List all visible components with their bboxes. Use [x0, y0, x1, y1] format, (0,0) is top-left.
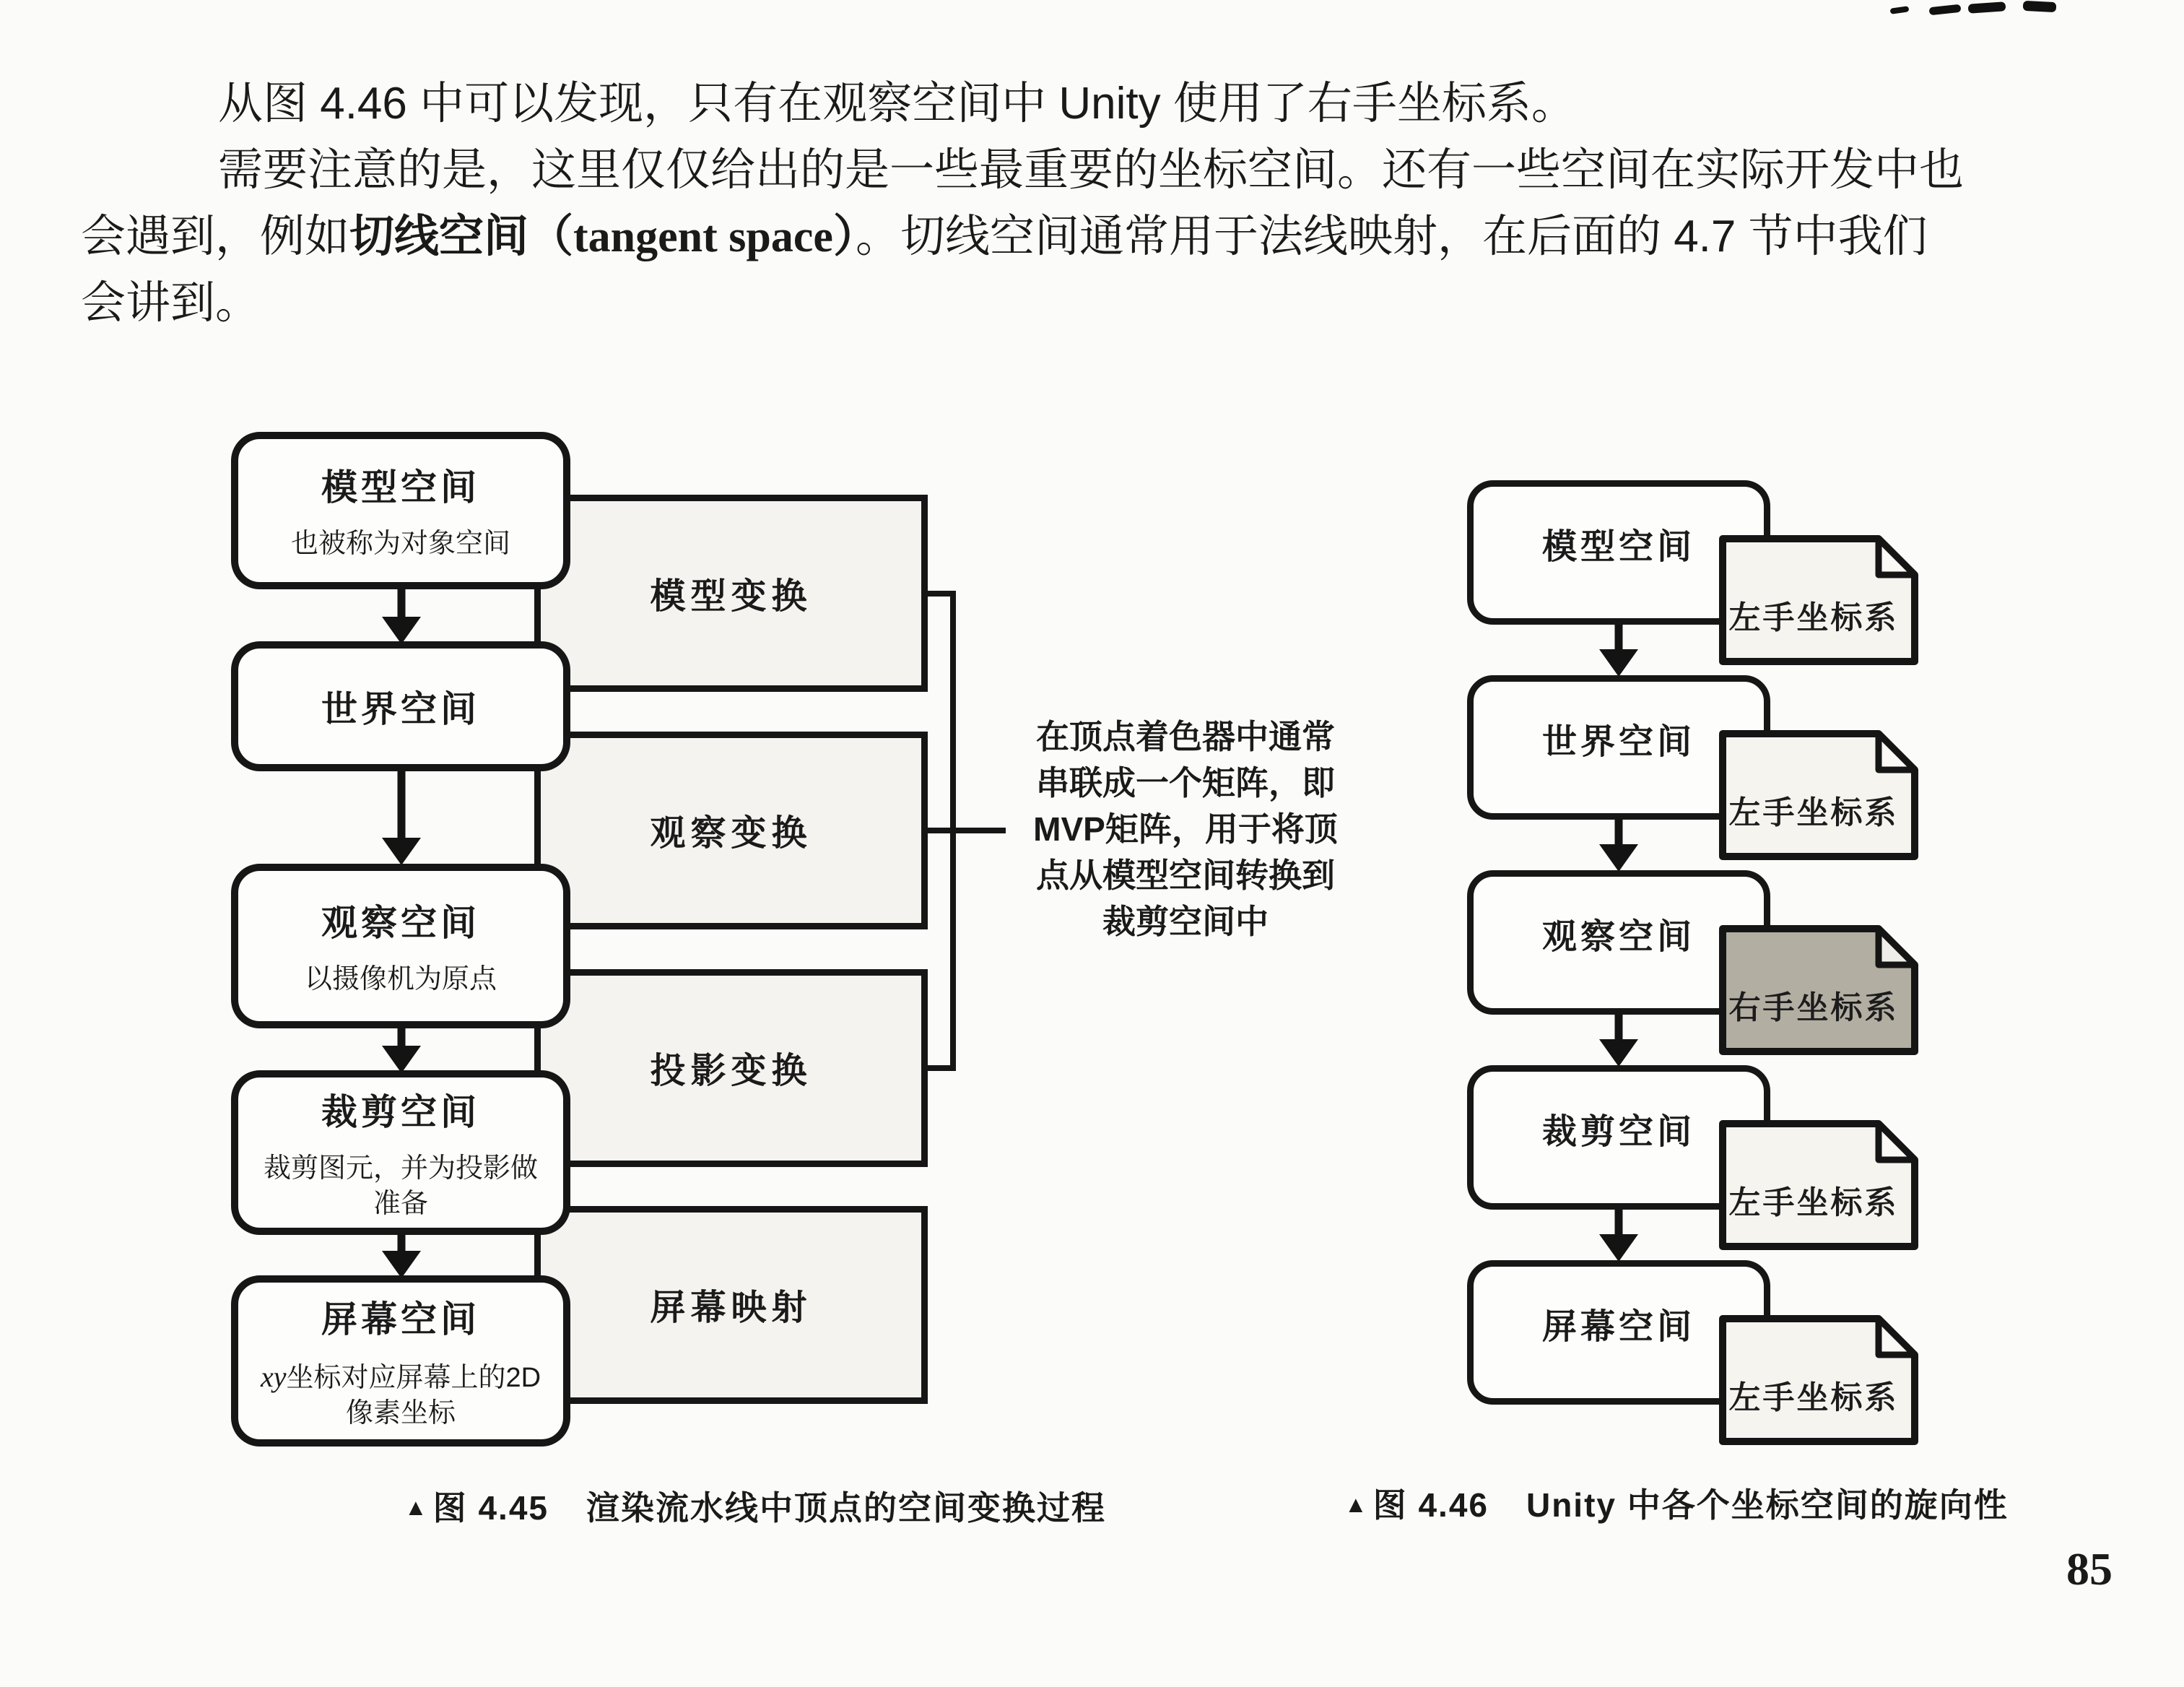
coord-box-view: 观察空间	[1467, 870, 1770, 1015]
note-fold-corner	[1879, 1124, 1915, 1160]
note-fold-corner	[1879, 929, 1915, 965]
paragraph-text: ）	[832, 212, 856, 261]
note-left-handed	[1718, 729, 1919, 861]
subtitle-text: 坐标对应屏幕上的2D像素坐标	[286, 1362, 541, 1428]
note-right-handed-highlighted	[1718, 924, 1919, 1056]
space-box-title: 观察空间	[321, 903, 480, 944]
paragraph-text: 。切线空间通常用于法线映射，在后面的 4.7 节中我们	[855, 212, 1928, 261]
space-box-world	[231, 641, 570, 771]
note-left-handed	[1718, 1119, 1919, 1251]
note-fold-corner	[1879, 734, 1915, 770]
paragraph-line	[81, 204, 2059, 270]
caption-label: 图 4.46	[1372, 1486, 1489, 1524]
paragraph-text: tangent space	[573, 212, 833, 261]
space-box-subtitle: 也被称为对象空间	[290, 529, 510, 560]
figure-46-caption	[1344, 1479, 2009, 1527]
annotation-line: MVP矩阵，用于将顶	[1033, 810, 1338, 848]
space-box-screen	[231, 1275, 570, 1447]
page-number: 85	[2066, 1543, 2113, 1595]
space-box-title: 世界空间	[321, 689, 480, 729]
transform-box-view: 观察变换	[534, 732, 928, 929]
down-arrow-icon	[1598, 1015, 1639, 1067]
caption-title: 渲染流水线中顶点的空间变换过程	[586, 1489, 1106, 1527]
transform-box-projection: 投影变换	[534, 969, 928, 1167]
note-left-handed	[1718, 1314, 1919, 1446]
down-arrow-icon	[1598, 820, 1639, 872]
note-label: 左手坐标系	[1728, 795, 1899, 831]
emphasis-term	[349, 212, 856, 261]
space-box-model	[231, 432, 570, 589]
coord-box-world: 世界空间	[1467, 675, 1770, 820]
space-box-subtitle: 裁剪图元，并为投影做准备	[263, 1153, 538, 1219]
caption-label: 图 4.45	[432, 1489, 549, 1527]
down-arrow-icon	[381, 1027, 422, 1073]
triangle-marker-icon: ▲	[404, 1494, 429, 1520]
space-box-clip	[231, 1070, 570, 1235]
annotation-line: 裁剪空间中	[1102, 903, 1269, 940]
down-arrow-icon	[381, 588, 422, 644]
figure-45-caption	[404, 1482, 1106, 1530]
annotation-line: 串联成一个矩阵，即	[1036, 764, 1335, 802]
coord-box-clip: 裁剪空间	[1467, 1065, 1770, 1210]
note-fold-corner	[1879, 1319, 1915, 1355]
caption-title: Unity 中各个坐标空间的旋向性	[1526, 1486, 2009, 1524]
transform-box-screen-mapping: 屏幕映射	[534, 1206, 928, 1404]
down-arrow-icon	[1598, 625, 1639, 677]
triangle-marker-icon: ▲	[1344, 1491, 1369, 1517]
note-left-handed	[1718, 534, 1919, 666]
note-label: 右手坐标系	[1728, 990, 1899, 1025]
space-box-title: 模型空间	[321, 467, 480, 508]
paragraph-text: 会遇到，例如	[81, 212, 350, 261]
down-arrow-icon	[381, 770, 422, 865]
paragraph-line: 从图 4.46 中可以发现，只有在观察空间中 Unity 使用了右手坐标系。	[218, 79, 1576, 129]
space-box-title: 屏幕空间	[321, 1298, 480, 1340]
note-label: 左手坐标系	[1728, 1185, 1899, 1220]
italic-xy: xy	[260, 1360, 287, 1393]
coord-box-screen: 屏幕空间	[1467, 1260, 1770, 1405]
annotation-line: 点从模型空间转换到	[1036, 856, 1335, 894]
note-label: 左手坐标系	[1728, 1380, 1899, 1415]
note-label: 左手坐标系	[1728, 600, 1899, 636]
down-arrow-icon	[1598, 1210, 1639, 1262]
space-box-view	[231, 864, 570, 1028]
body-paragraphs	[81, 71, 2059, 337]
space-box-title: 裁剪空间	[321, 1091, 480, 1132]
paragraph-text: 切线空间（	[349, 212, 574, 261]
space-box-subtitle	[251, 1358, 550, 1432]
space-box-subtitle: 以摄像机为原点	[304, 964, 497, 995]
paragraph-line: 需要注意的是，这里仅仅给出的是一些最重要的坐标空间。还有一些空间在实际开发中也	[218, 145, 1965, 195]
down-arrow-icon	[381, 1233, 422, 1278]
note-fold-corner	[1879, 539, 1915, 575]
coord-box-model: 模型空间	[1467, 480, 1770, 625]
transform-box-model: 模型变换	[534, 495, 928, 692]
paragraph-line: 会讲到。	[81, 278, 261, 328]
mvp-annotation	[991, 714, 1380, 945]
annotation-line: 在顶点着色器中通常	[1036, 718, 1335, 755]
